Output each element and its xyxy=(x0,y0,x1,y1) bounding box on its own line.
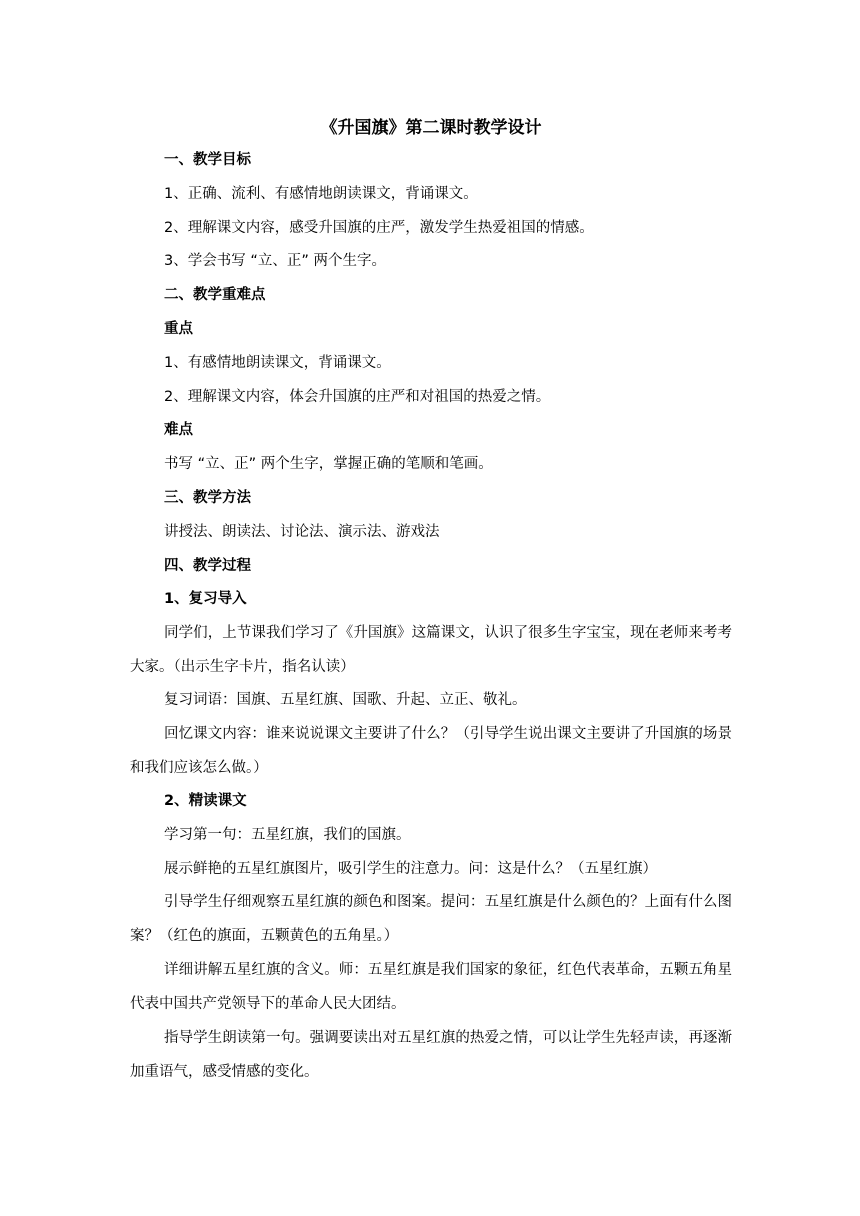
paragraph: 书写 “立、正” 两个生字，掌握正确的笔顺和笔画。 xyxy=(164,456,493,473)
section-heading: 三、教学方法 xyxy=(164,489,251,506)
paragraph: 同学们，上节课我们学习了《升国旗》这篇课文，认识了很多生字宝宝，现在老师来考考大家。（出示生字卡片，指名认读） xyxy=(130,625,732,676)
paragraph: 2、理解课文内容，感受升国旗的庄严，激发学生热爱祖国的情感。 xyxy=(164,219,594,236)
paragraph: 复习词语：国旗、五星红旗、国歌、升起、立正、敬礼。 xyxy=(164,692,527,709)
subsection-heading: 1、复习导入 xyxy=(164,591,247,608)
document-body xyxy=(130,115,732,1089)
paragraph: 指导学生朗读第一句。强调要读出对五星红旗的热爱之情，可以让学生先轻声读，再逐渐加重语气，感受情感的变化。 xyxy=(130,1030,732,1081)
paragraph: 讲授法、朗读法、讨论法、演示法、游戏法 xyxy=(164,523,440,540)
paragraph: 1、正确、流利、有感情地朗读课文，背诵课文。 xyxy=(164,185,478,202)
paragraph: 3、学会书写 “立、正” 两个生字。 xyxy=(164,253,386,270)
section-heading: 二、教学重难点 xyxy=(164,287,266,304)
subsection-heading: 2、精读课文 xyxy=(164,792,247,809)
document-title: 《升国旗》第二课时教学设计 xyxy=(320,118,542,138)
paragraph: 2、理解课文内容，体会升国旗的庄严和对祖国的热爱之情。 xyxy=(164,388,551,405)
paragraph: 回忆课文内容：谁来说说课文主要讲了什么？（引导学生说出课文主要讲了升国旗的场景和我们应该怎么做。） xyxy=(130,725,732,776)
paragraph: 展示鲜艳的五星红旗图片，吸引学生的注意力。问：这是什么？（五星红旗） xyxy=(164,860,657,877)
subsection-heading: 难点 xyxy=(164,422,193,439)
paragraph: 学习第一句：五星红旗，我们的国旗。 xyxy=(164,826,411,843)
paragraph: 引导学生仔细观察五星红旗的颜色和图案。提问：五星红旗是什么颜色的？上面有什么图案？（红色的旗面，五颗黄色的五角星。） xyxy=(130,894,732,945)
subsection-heading: 重点 xyxy=(164,320,193,337)
section-heading: 四、教学过程 xyxy=(164,557,251,574)
paragraph: 1、有感情地朗读课文，背诵课文。 xyxy=(164,354,391,371)
paragraph: 详细讲解五星红旗的含义。师：五星红旗是我们国家的象征，红色代表革命，五颗五角星代表中国共产党领导下的革命人民大团结。 xyxy=(130,962,732,1013)
section-heading: 一、教学目标 xyxy=(164,152,251,168)
